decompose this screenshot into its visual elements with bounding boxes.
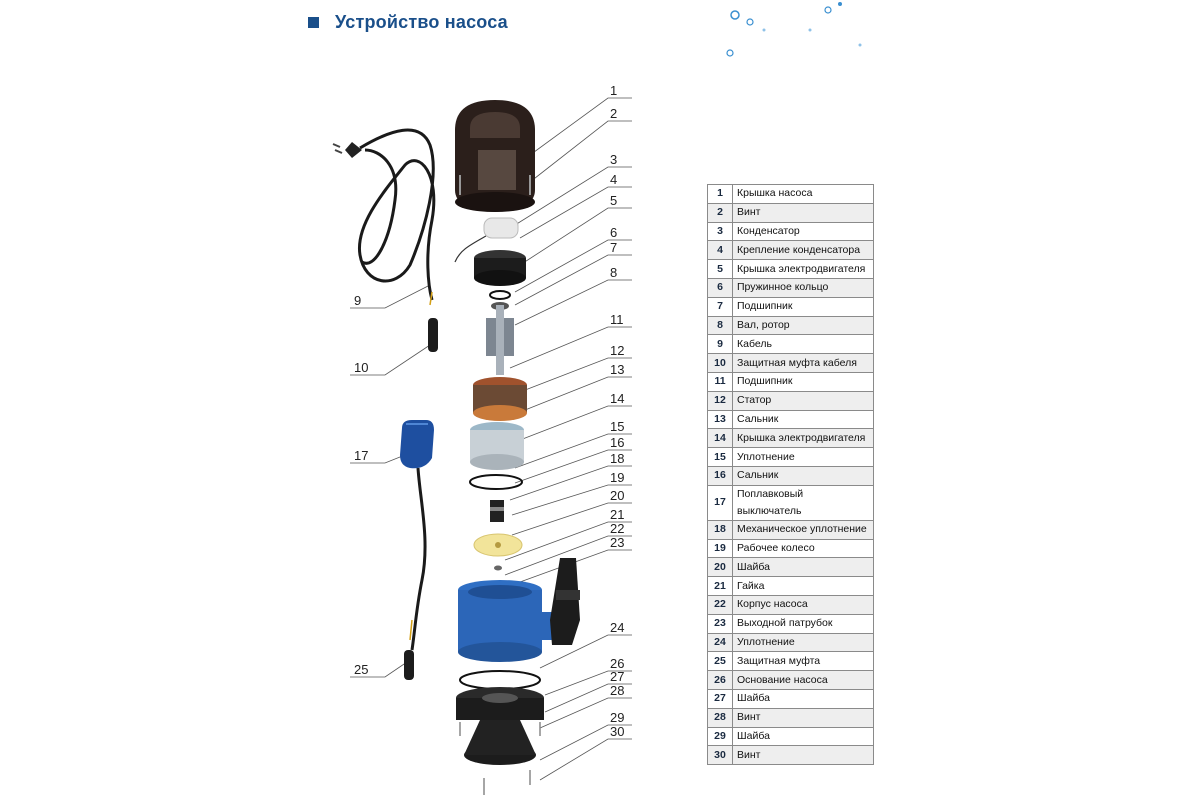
legend-row: [708, 539, 874, 558]
legend-row: [708, 429, 874, 448]
legend-row: [708, 391, 874, 410]
legend-row: [708, 354, 874, 373]
legend-part-number: 8: [708, 316, 733, 335]
pump-base-part: [456, 687, 544, 720]
legend-row: [708, 203, 874, 222]
legend-part-name: Крышка электродвигателя: [733, 260, 874, 279]
legend-row: [708, 278, 874, 297]
legend-part-name: Защитная муфта: [733, 652, 874, 671]
legend-row: [708, 689, 874, 708]
legend-part-number: 4: [708, 241, 733, 260]
legend-part-number: 3: [708, 222, 733, 241]
legend-row: [708, 727, 874, 746]
legend-part-name: Шайба: [733, 727, 874, 746]
callout-7: 7: [610, 240, 618, 255]
legend-row: [708, 335, 874, 354]
cable-sleeve-part: [428, 318, 438, 352]
power-cable-part: [333, 130, 434, 305]
legend-part-name: Защитная муфта кабеля: [733, 354, 874, 373]
rotor-part: [486, 305, 514, 375]
legend-row: [708, 410, 874, 429]
legend-row: [708, 671, 874, 690]
callout-23: 23: [610, 535, 625, 550]
nut-part: [494, 566, 502, 571]
callout-25: 25: [354, 662, 369, 677]
legend-part-name: Винт: [733, 708, 874, 727]
callout-15: 15: [610, 419, 625, 434]
callout-11: 11: [610, 312, 624, 327]
legend-row: [708, 520, 874, 539]
callout-14: 14: [610, 391, 625, 406]
legend-part-name: Статор: [733, 391, 874, 410]
legend-row: [708, 372, 874, 391]
callout-19: 19: [610, 470, 625, 485]
legend-part-name: Пружинное кольцо: [733, 278, 874, 297]
legend-part-name: Вал, ротор: [733, 316, 874, 335]
legend-part-number: 23: [708, 614, 733, 633]
legend-part-name: Крышка насоса: [733, 185, 874, 204]
legend-row: [708, 260, 874, 279]
legend-part-number: 14: [708, 429, 733, 448]
legend-part-name: Сальник: [733, 410, 874, 429]
callout-17: 17: [354, 448, 369, 463]
legend-row: [708, 448, 874, 467]
legend-part-number: 18: [708, 520, 733, 539]
legend-part-name: Кабель: [733, 335, 874, 354]
callout-22: 22: [610, 521, 625, 536]
legend-part-number: 10: [708, 354, 733, 373]
impeller-part: [474, 534, 522, 556]
callout-29: 29: [610, 710, 625, 725]
callout-21: 21: [610, 507, 625, 522]
legend-part-number: 7: [708, 297, 733, 316]
legend-part-number: 12: [708, 391, 733, 410]
legend-part-name: Конденсатор: [733, 222, 874, 241]
float-switch-part: [400, 420, 434, 650]
legend-part-number: 22: [708, 595, 733, 614]
legend-part-number: 16: [708, 466, 733, 485]
callout-5: 5: [610, 193, 618, 208]
legend-part-number: 6: [708, 278, 733, 297]
page-title: Устройство насоса: [335, 12, 508, 32]
pump-housing-part: [458, 580, 556, 662]
motor-cover-part: [474, 250, 526, 286]
legend-part-number: 1: [708, 185, 733, 204]
legend-part-name: Гайка: [733, 577, 874, 596]
legend-row: [708, 595, 874, 614]
legend-part-number: 19: [708, 539, 733, 558]
legend-row: [708, 297, 874, 316]
motor-housing-part: [470, 422, 524, 470]
legend-part-number: 20: [708, 558, 733, 577]
legend-part-name: Корпус насоса: [733, 595, 874, 614]
legend-part-name: Уплотнение: [733, 448, 874, 467]
legend-part-name: Механическое уплотнение: [733, 520, 874, 539]
legend-part-name: Подшипник: [733, 372, 874, 391]
water-drops-decoration: [700, 0, 900, 70]
legend-part-name: Винт: [733, 203, 874, 222]
legend-row: [708, 746, 874, 765]
legend-part-name: Основание насоса: [733, 671, 874, 690]
legend-row: [708, 316, 874, 335]
legend-part-name: Выходной патрубок: [733, 614, 874, 633]
legend-row: [708, 241, 874, 260]
callout-10: 10: [354, 360, 369, 375]
legend-row: [708, 708, 874, 727]
callout-18: 18: [610, 451, 625, 466]
legend-part-number: 15: [708, 448, 733, 467]
mechanical-seal-part: [490, 500, 504, 522]
legend-part-number: 17: [708, 485, 733, 520]
callout-27: 27: [610, 669, 625, 684]
legend-part-name: Крепление конденсатора: [733, 241, 874, 260]
legend-part-number: 5: [708, 260, 733, 279]
legend-part-number: 2: [708, 203, 733, 222]
legend-part-name: Поплавковый выключатель: [733, 485, 874, 520]
legend-row: [708, 485, 874, 520]
callout-8: 8: [610, 265, 618, 280]
seal-ring-part: [470, 475, 522, 489]
legend-part-name: Подшипник: [733, 297, 874, 316]
callout-4: 4: [610, 172, 618, 187]
callout-20: 20: [610, 488, 625, 503]
callout-24: 24: [610, 620, 625, 635]
protective-sleeve-part: [404, 650, 414, 680]
parts-legend-table: [707, 184, 874, 765]
legend-part-name: Шайба: [733, 689, 874, 708]
base-foot-part: [464, 720, 536, 765]
legend-row: [708, 633, 874, 652]
legend-row: [708, 558, 874, 577]
legend-part-name: Сальник: [733, 466, 874, 485]
callout-2: 2: [610, 106, 618, 121]
callout-12: 12: [610, 343, 625, 358]
callout-6: 6: [610, 225, 618, 240]
callout-9: 9: [354, 293, 362, 308]
legend-part-number: 11: [708, 372, 733, 391]
legend-part-name: Шайба: [733, 558, 874, 577]
legend-part-number: 26: [708, 671, 733, 690]
legend-part-name: Уплотнение: [733, 633, 874, 652]
legend-part-name: Крышка электродвигателя: [733, 429, 874, 448]
legend-row: [708, 466, 874, 485]
callout-28: 28: [610, 683, 625, 698]
callout-13: 13: [610, 362, 625, 377]
callout-1: 1: [610, 83, 618, 98]
legend-row: [708, 222, 874, 241]
legend-part-number: 29: [708, 727, 733, 746]
outlet-pipe-part: [550, 558, 580, 645]
legend-row: [708, 185, 874, 204]
stator-part: [473, 377, 527, 421]
legend-part-number: 25: [708, 652, 733, 671]
legend-row: [708, 652, 874, 671]
legend-part-number: 27: [708, 689, 733, 708]
housing-seal-part: [460, 671, 540, 689]
legend-part-number: 30: [708, 746, 733, 765]
legend-part-number: 24: [708, 633, 733, 652]
callout-26: 26: [610, 656, 625, 671]
legend-part-number: 13: [708, 410, 733, 429]
legend-part-number: 9: [708, 335, 733, 354]
pump-cap-part: [455, 100, 535, 212]
legend-part-name: Винт: [733, 746, 874, 765]
legend-part-name: Рабочее колесо: [733, 539, 874, 558]
callout-30: 30: [610, 724, 625, 739]
legend-row: [708, 577, 874, 596]
callout-16: 16: [610, 435, 625, 450]
legend-row: [708, 614, 874, 633]
callout-3: 3: [610, 152, 618, 167]
legend-part-number: 28: [708, 708, 733, 727]
legend-part-number: 21: [708, 577, 733, 596]
